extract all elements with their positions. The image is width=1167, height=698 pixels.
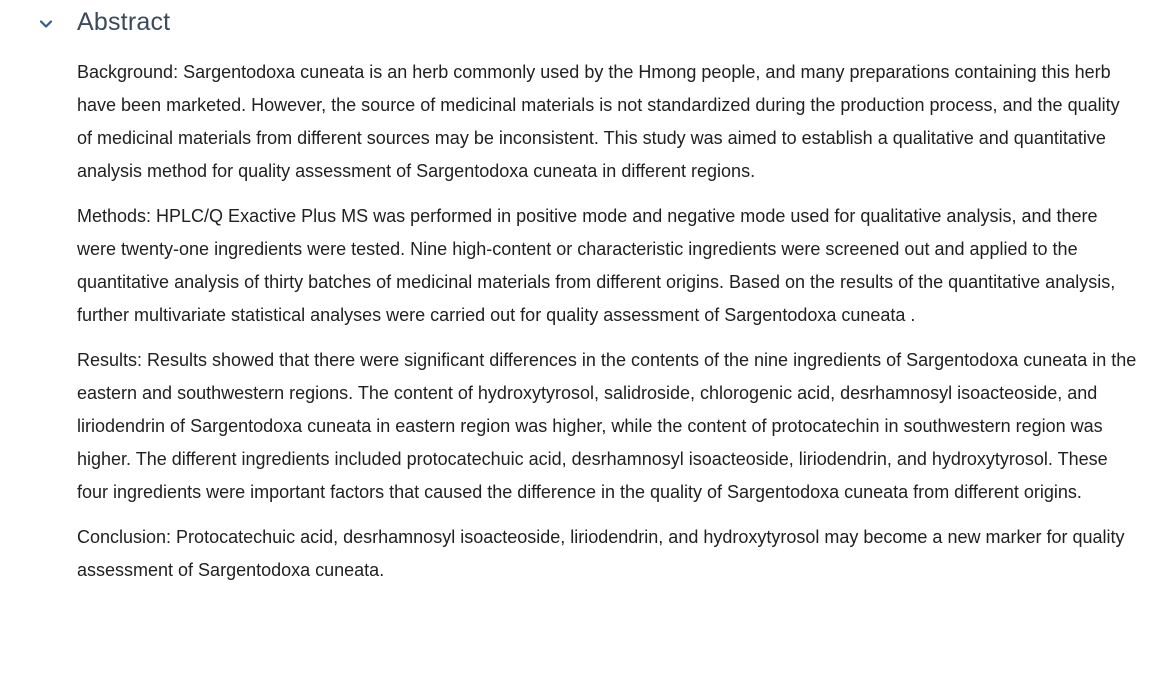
section-title: Abstract	[77, 8, 171, 36]
abstract-methods: Methods: HPLC/Q Exactive Plus MS was performed in positive mode and negative mode used for qualitative analysis, and there were twenty-one ingredients were tested. Nine high-content or characteristic ingredients were screened out and applied to the quantitative analysis of thirty batches of medicinal materials from different origins. Based on the results of the quantitative analysis, further multivariate statistical analyses were carried out for quality assessment of Sargentodoxa cuneata .	[77, 206, 1116, 325]
abstract-conclusion: Conclusion: Protocatechuic acid, desrhamnosyl isoacteoside, liriodendrin, and hydroxytyrosol may become a new marker for quality assessment of Sargentodoxa cuneata.	[77, 527, 1125, 580]
abstract-results: Results: Results showed that there were significant differences in the contents of the nine ingredients of Sargentodoxa cuneata in the eastern and southwestern regions. The content of hydroxytyrosol, salidroside, chlorogenic acid, desrhamnosyl isoacteoside, and liriodendrin of Sargentodoxa cuneata in eastern region was higher, while the content of protocatechin in southwestern region was higher. The different ingredients included protocatechuic acid, desrhamnosyl isoacteoside, liriodendrin, and hydroxytyrosol. These four ingredients were important factors that caused the difference in the quality of Sargentodoxa cuneata from different origins.	[77, 350, 1137, 502]
abstract-section-header	[0, 0, 1167, 50]
abstract-body	[77, 56, 1139, 599]
abstract-background: Background: Sargentodoxa cuneata is an herb commonly used by the Hmong people, and many preparations containing this herb have been marketed. However, the source of medicinal materials is not standardized during the production process, and the quality of medicinal materials from different sources may be inconsistent. This study was aimed to establish a qualitative and quantitative analysis method for quality assessment of Sargentodoxa cuneata in different regions.	[77, 62, 1120, 181]
chevron-down-icon[interactable]	[36, 14, 56, 34]
